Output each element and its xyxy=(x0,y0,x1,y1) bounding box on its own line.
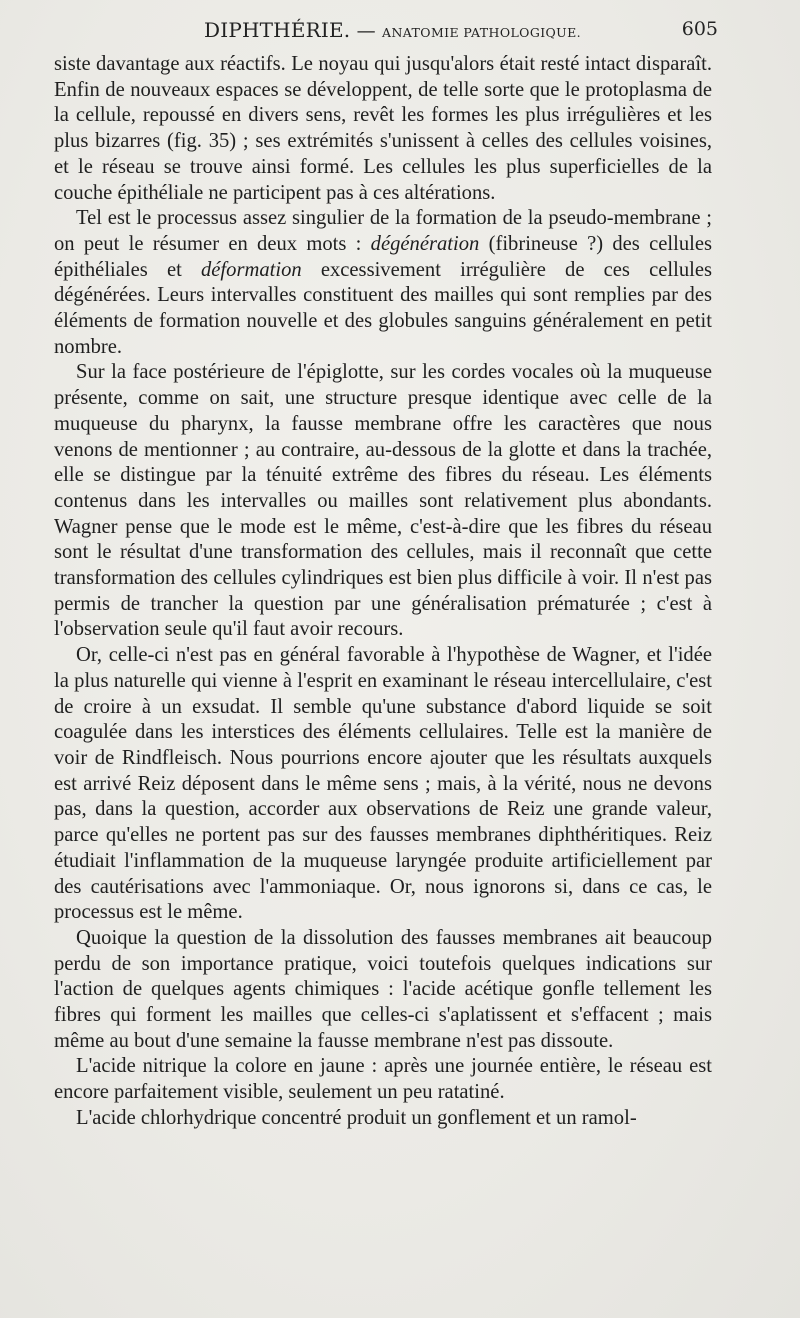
paragraph-7-text: L'acide chlorhydrique concentré produit un gonflement et un ramol- xyxy=(76,1106,637,1129)
paragraph-1-text: siste davantage aux réactifs. Le noyau qui jusqu'alors était resté intact disparaît. Enfin de nouveaux espaces se développent, de telle sorte que le protoplasma de la cellule, repoussé en divers sens, revêt les formes les plus irrégulières et les plus bizarres (fig. 35) ; ses extrémités s'unissent à celles des cellules voisines, et le réseau se trouve ainsi formé. Les cellules les plus superficielles de la couche épithéliale ne participent pas à ces altérations. xyxy=(54,53,712,204)
running-head xyxy=(204,18,581,42)
paragraph-5 xyxy=(54,926,712,1055)
page-number: 605 xyxy=(681,18,718,40)
paragraph-4-text: Or, celle-ci n'est pas en général favorable à l'hypothèse de Wagner, et l'idée la plus naturelle qui vienne à l'esprit en examinant le réseau intercellulaire, c'est de croire à un exsudat. Il semble qu'une substance d'abord liquide se soit coagulée dans les interstices des éléments cellulaires. Telle est la manière de voir de Rindfleisch. Nous pourrions encore ajouter que les résultats auxquels est arrivé Reiz déposent dans le même sens ; mais, à la vérité, nous ne devons pas, dans la question, accorder aux observations de Reiz une grande valeur, parce qu'elles ne portent pas sur des fausses membranes diphthéritiques. Reiz étudiait l'inflammation de la muqueuse laryngée produite artificiellement par des cautérisations avec l'ammoniaque. Or, nous ignorons si, dans ce cas, le processus est le même. xyxy=(54,644,712,924)
body-text xyxy=(54,52,712,1132)
running-head-title: DIPHTHÉRIE. xyxy=(204,18,351,42)
paragraph-6-text: L'acide nitrique la colore en jaune : après une journée entière, le réseau est encore parfaitement visible, seulement un peu ratatiné. xyxy=(54,1055,712,1104)
paragraph-2-text-a: Tel est le processus assez singulier de la formation de la pseudo-membrane ; on peut le résumer en deux mots : xyxy=(54,207,712,255)
paragraph-7 xyxy=(54,1106,712,1132)
paragraph-2-text-b: (fibrineuse ?) des cellules épithéliales et xyxy=(54,232,712,281)
paragraph-5-text: Quoique la question de la dissolution des fausses membranes ait beaucoup perdu de son importance pratique, voici toutefois quelques indications sur l'action de quelques agents chimiques : l'acide acétique gonfle tellement les fibres qui forment les mailles que celles-ci s'aplatissent et s'effacent ; mais même au bout d'une semaine la fausse membrane n'est pas dissoute. xyxy=(54,926,712,1052)
italic-degeneration: dégénération xyxy=(370,232,480,255)
running-head-subtitle: ANATOMIE PATHOLOGIQUE. xyxy=(382,25,582,40)
paragraph-2-text-c: excessivement irrégulière de ces cellules dégénérées. Leurs intervalles constituent des mailles qui sont remplies par des éléments de formation nouvelle et des globules sanguins généralement en petit nombre. xyxy=(54,258,712,358)
paragraph-1 xyxy=(54,52,712,206)
italic-deformation: déformation xyxy=(200,258,302,281)
page-header xyxy=(54,16,718,46)
paragraph-4 xyxy=(54,643,712,926)
paragraph-6 xyxy=(54,1054,712,1105)
paragraph-2 xyxy=(54,206,712,360)
paragraph-3 xyxy=(54,360,712,643)
running-head-dash: — xyxy=(356,20,376,42)
paragraph-3-text: Sur la face postérieure de l'épiglotte, sur les cordes vocales où la muqueuse présente, comme on sait, une structure presque identique avec celle de la muqueuse du pharynx, la fausse membrane offre les caractères que nous venons de mentionner ; au contraire, au-dessous de la glotte et dans la trachée, elle se distingue par la ténuité extrême des fibres du réseau. Les éléments contenus dans les intervalles ou mailles sont relativement plus abondants. Wagner pense que le mode est le même, c'est-à-dire que les fibres du réseau sont le résultat d'une transformation des cellules, mais il reconnaît que cette transformation des cellules cylindriques est bien plus difficile à voir. Il n'est pas permis de trancher la question par une généralisation prématurée ; c'est à l'observation seule qu'il faut avoir recours. xyxy=(54,361,712,641)
